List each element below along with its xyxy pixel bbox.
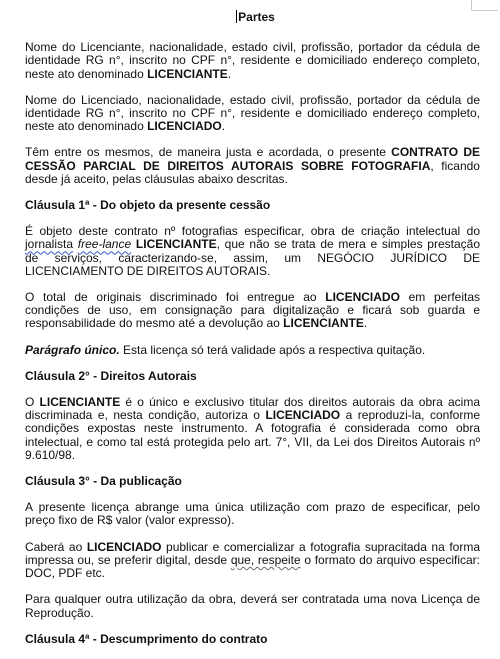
section-title: Partes	[238, 10, 275, 24]
clause-2-heading: Cláusula 2° - Direitos Autorais	[25, 368, 197, 383]
paragraph-intro: Têm entre os mesmos, de maneira justa e acordada, o presente CONTRATO DE CESSÃO PARCIAL DE DIREITOS AUTORAIS SOBRE FOTOGRAFIA, ficando desde já aceito, pelas cláusulas abaixo descritas.	[25, 145, 480, 186]
spellcheck-word[interactable]: jornalista	[25, 237, 74, 252]
paragraph-licenciado: Nome do Licenciado, nacionalidade, estado civil, profissão, portador da cédula de identidade RG n°, inscrito no CPF n°, residente e domiciliado endereço completo, neste ato denominado LICENCIADO.	[25, 92, 480, 134]
text-cursor	[236, 10, 237, 23]
clause-2-paragraph-1: O LICENCIANTE é o único e exclusivo titular dos direitos autorais da obra acima discriminada e, nesta condição, autoriza o LICENCIADO a reproduzi-la, conforme condições expostas neste instrumento. A fotografia é considerada como obra intelectual, e como tal está protegida pelo art. 7°, VII, da Lei dos Direitos Autorais nº 9.610/98.	[25, 395, 480, 462]
paragraph-licenciante: Nome do Licenciante, nacionalidade, estado civil, profissão, portador da cédula de identidade RG n°, inscrito no CPF n°, residente e domiciliado endereço completo, neste ato denominado LICENCIANTE.	[25, 40, 480, 81]
grammar-check-phrase[interactable]: que, respeite	[230, 552, 301, 567]
clause-3-heading: Cláusula 3° - Da publicação	[25, 474, 182, 489]
clause-1-paragraph-3: Parágrafo único. Esta licença só terá validade após a respectiva quitação.	[25, 342, 426, 357]
clause-1-paragraph-2: O total de originais discriminado foi entregue ao LICENCIADO em perfeitas condições de uso, em consignação para digitalização e ficará sob guarda e responsabilidade do mesmo até a devolução ao LICENCIANTE.	[25, 290, 480, 331]
clause-1-paragraph-1: É objeto deste contrato nº fotografias especificar, obra de criação intelectual do jornalista free-lance LICENCIANTE, que não se trata de mera e simples prestação de serviços, caracterizando-se, assim, um NEGÓCIO JURÍDICO DE LICENCIAMENTO DE DIREITOS AUTORAIS.	[25, 224, 481, 278]
document-body[interactable]	[25, 10, 480, 659]
spellcheck-word[interactable]: free-lance	[77, 237, 132, 252]
clause-4-heading: Cláusula 4ª - Descumprimento do contrato	[25, 631, 268, 646]
clause-1-heading: Cláusula 1ª - Do objeto da presente cessão	[25, 198, 271, 213]
clause-3-paragraph-2: Caberá ao LICENCIADO publicar e comercializar a fotografia supracitada na forma impressa ou, se preferir digital, desde que, respeite o formato do arquivo especificar: DOC, PDF etc.	[25, 539, 481, 581]
clause-3-paragraph-3: Para qualquer outra utilização da obra, deverá ser contratada uma nova Licença de Reprodução.	[25, 592, 480, 620]
clause-3-paragraph-1: A presente licença abrange uma única utilização com prazo de especificar, pelo preço fixo de R$ valor (valor expresso).	[25, 500, 480, 528]
